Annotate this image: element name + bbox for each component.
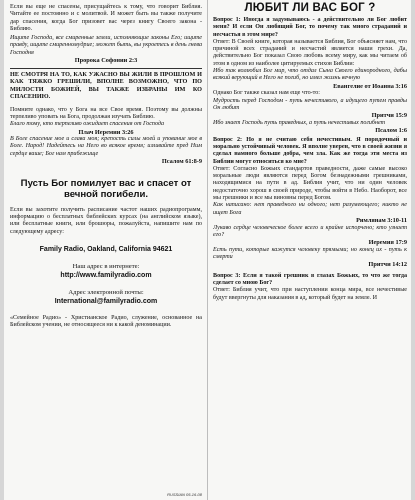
website-label: Наш адрес в интернете: — [72, 262, 140, 270]
quote-lamentations-ref: Плач Иеремии 3:26 — [78, 128, 134, 136]
quote-proverbs15: Мудрость перед Господом - путь нечестивого, а идущего путем правды Он любит — [213, 97, 407, 111]
quote-proverbs14-ref: Притчи 14:12 — [368, 261, 407, 269]
brochure-page — [4, 0, 411, 500]
website-link[interactable]: http://www.familyradio.com — [60, 271, 152, 279]
answer-3: Ответ: Библия учит, что при наступлении конца мира, все нечестивые будут ввергнуты для наказания в ад, который будет на земле. И — [213, 287, 407, 301]
about-paragraph: «Семейное Радио» - Христианское Радио, служение, основанное на Библейском учении, не относящееся ни к какой деноминации. — [10, 314, 202, 329]
question-2: Вопрос 2: Но я не считаю себя нечестивым. Я порядочный и морально устойчивый человек. Я вполне уверен, что в своей жизни я сделал намного больше добра, чем зла. Как же тогда эти места из Библии могут относиться ко мне? — [213, 136, 407, 165]
schedule-paragraph: Если вы захотите получить расписание частот наших радиопрограмм, информацию о бесплатных библейских курсах (на английском языке), или бесплатные книги, или брошюры, пожалуйста, напишите нам по следующему адресу: — [10, 206, 202, 235]
blessing-heading: Пусть Бог помилует вас и спасет от вечной погибели. — [20, 177, 192, 201]
quote-psalm1-ref: Псалом 1:6 — [375, 127, 407, 135]
section-rule — [10, 68, 202, 69]
quote-john: Ибо так возлюбил Бог мир, что отдал Сына Своего единородного, дабы всякий верующий в Него не погиб, но имел жизнь вечную — [213, 68, 407, 82]
patience-paragraph: Помните однако, что у Бога на все Свое время. Поэтому вы должны терпеливо уповать на Бога, продолжая изучать Библию. — [10, 106, 202, 120]
question-1: Вопрос 1: Иногда я задумываюсь - а действительно ли Бог любит меня? И если Он любящий Бог, то почему так много страданий и несчастья в этом мире? — [213, 17, 407, 38]
postal-address: Family Radio, Oakland, California 94621 — [39, 245, 173, 253]
quote-proverbs14: Есть пути, которые кажутся человеку прямыми; но конец их - путь к смерти — [213, 246, 407, 260]
answer-1-cont: Однако Бог также сказал нам еще что-то: — [213, 90, 320, 97]
quote-psalm1: Ибо знает Господь путь праведных, а путь нечестивых погибнет — [213, 119, 385, 126]
page-title: ЛЮБИТ ЛИ ВАС БОГ ? — [244, 2, 376, 14]
quote-romans-ref: Римлянам 3:10-11 — [356, 216, 407, 224]
fold-divider — [207, 0, 208, 500]
intro-paragraph: Если вы еще не спасены, присущайтесь к тому, что говорит Библия. Читайте ее постоянно и с молитвой. И может быть вы также получите дар спасения, когда Бог призовет вас через книгу Своего закона - Библию. — [10, 4, 202, 32]
print-code: RUSSIAN 05-16-08 — [167, 492, 202, 497]
left-column — [10, 0, 202, 500]
email-label: Адрес электронной почты: — [68, 288, 144, 296]
right-column — [213, 0, 407, 500]
answer-2: Ответ: Согласно Божьих стандартов праведности, даже самые высоко моральные люди являются перед Богом безнадежными грешниками, находящимися на пути в ад. Библия учит, что ни один человек недостаточно хорош в своей природе, чтобы войти в Небо. Наоборот, все мы грешники и все мы виновны перед Богом. — [213, 165, 407, 202]
quote-psalm61: В Боге спасение мое и слава моя; крепость силы моей и упование мое в Боге. Народ! Надейтесь на Него во всякое время; изливайте пред Ним сердце ваше; Бог нам прибежище — [10, 136, 202, 157]
quote-zephaniah: Ищите Господа, все смиренные земли, исполняющие законы Его; ищите правду, ищите смиренномудрие; может быть, вы укроетесь в день гнева Господня — [10, 35, 202, 56]
quote-psalm61-ref: Псалом 61:8-9 — [161, 158, 202, 166]
caps-statement: НЕ СМОТРЯ НА ТО, КАК УЖАСНО ВЫ ЖИЛИ В ПРОШЛОМ И КАК ТЯЖКО ГРЕШИЛИ, ВПОЛНЕ ВОЗМОЖНО, ЧТО ПО МИЛОСТИ БОЖИЕЙ, ВЫ ТАКЖЕ ИЗБРАНЫ ИМ КО СПАСЕНИЮ. — [10, 70, 202, 101]
quote-lamentations: Благо тому, кто терпеливо ожидает спасения от Господа — [10, 121, 165, 128]
quote-zephaniah-ref: Пророка Софонии 2:3 — [74, 57, 138, 65]
question-3: Вопрос 3: Если я такой грешник в глазах Божьих, то что же тогда сделает со мною Бог? — [213, 272, 407, 287]
email-link[interactable]: International@familyradio.com — [54, 297, 158, 305]
quote-proverbs15-ref: Притчи 15:9 — [371, 112, 407, 120]
quote-john-ref: Евангелие от Иоанна 3:16 — [333, 82, 407, 90]
quote-jeremiah: Лукаво сердце человеческое более всего и крайне испорчено; кто узнает его? — [213, 224, 407, 238]
quote-jeremiah-ref: Иеремия 17:9 — [368, 239, 407, 247]
quote-romans: Как написано: нет праведного ни одного; нет разумеющего; никто не ищет Бога — [213, 202, 407, 216]
answer-1: Ответ: В Своей книге, которая называется Библия, Бог объясняет нам, что причиной всех страданий и несчастий является наши грехи. Да, действительно Бог показал Свою любовь всему миру, как мы читаем об этом в одном из наиболее цитируемых стихов Библии: — [213, 38, 407, 67]
